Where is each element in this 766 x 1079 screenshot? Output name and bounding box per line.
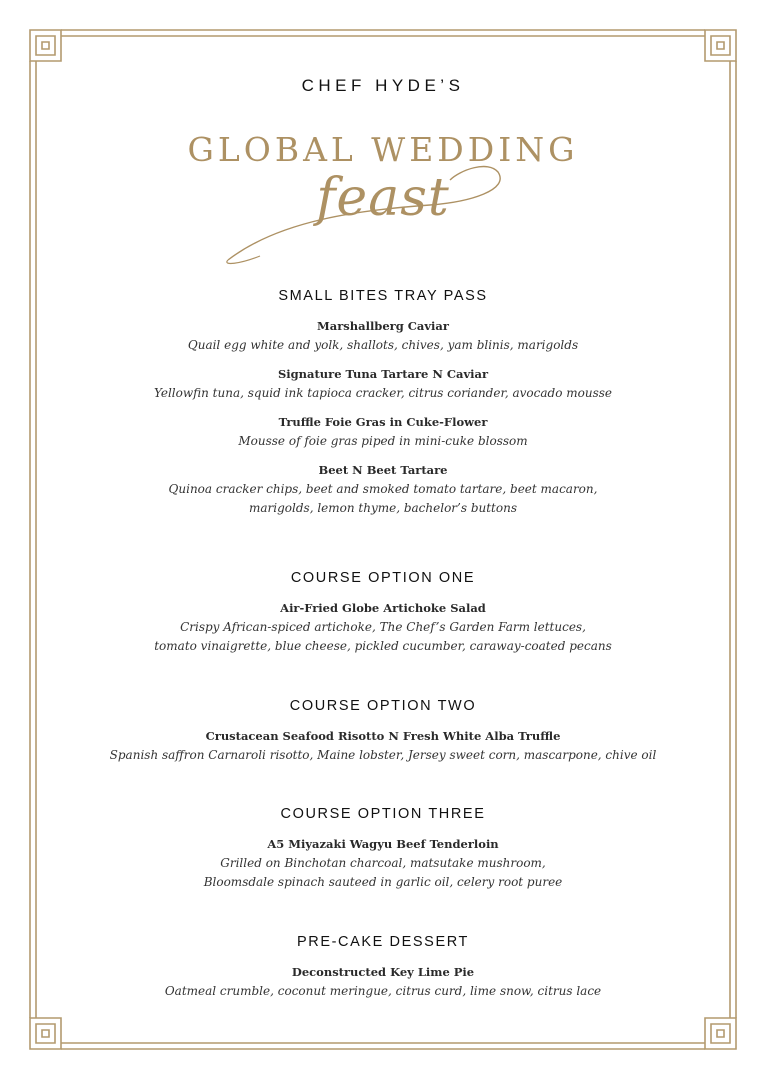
dish-name: A5 Miyazaki Wagyu Beef Tenderloin <box>267 837 499 851</box>
dish-item <box>0 835 766 892</box>
dish-name: Crustacean Seafood Risotto N Fresh White Alba Truffle <box>205 729 561 743</box>
chef-heading: CHEF HYDE’S <box>301 76 465 95</box>
menu-script-title: feast <box>316 168 450 228</box>
dish-item <box>0 365 766 403</box>
menu-title: GLOBAL WEDDING <box>187 130 579 169</box>
dish-item <box>0 963 766 1001</box>
dish-name: Truffle Foie Gras in Cuke-Flower <box>278 415 488 429</box>
dish-description: marigolds, lemon thyme, bachelor’s buttons <box>249 501 517 515</box>
section-title: COURSE OPTION ONE <box>290 570 476 586</box>
script-flourish <box>220 160 520 270</box>
dish-name: Deconstructed Key Lime Pie <box>291 965 475 979</box>
dish-name: Air-Fried Globe Artichoke Salad <box>280 601 486 615</box>
dish-item <box>0 461 766 518</box>
section-title: PRE-CAKE DESSERT <box>297 934 469 950</box>
dish-item <box>0 413 766 451</box>
section-dessert <box>0 934 766 1011</box>
section-course-two <box>0 698 766 775</box>
dish-description: Oatmeal crumble, coconut meringue, citrus curd, lime snow, citrus lace <box>164 984 602 998</box>
dish-item <box>0 727 766 765</box>
section-title: COURSE OPTION THREE <box>280 806 486 822</box>
section-title: COURSE OPTION TWO <box>289 698 477 714</box>
section-title: SMALL BITES TRAY PASS <box>278 288 488 304</box>
section-course-three <box>0 806 766 902</box>
dish-name: Signature Tuna Tartare N Caviar <box>277 367 489 381</box>
dish-name: Marshallberg Caviar <box>317 319 449 333</box>
dish-name: Beet N Beet Tartare <box>318 463 448 477</box>
dish-description: Quinoa cracker chips, beet and smoked tomato tartare, beet macaron, <box>168 482 598 496</box>
dish-item <box>0 599 766 656</box>
dish-description: Spanish saffron Carnaroli risotto, Maine lobster, Jersey sweet corn, mascarpone, chive oil <box>109 748 657 762</box>
dish-description: Crispy African-spiced artichoke, The Chef’s Garden Farm lettuces, <box>180 620 586 634</box>
section-course-one <box>0 570 766 666</box>
dish-item <box>0 317 766 355</box>
section-small-bites <box>0 288 766 528</box>
dish-description: tomato vinaigrette, blue cheese, pickled cucumber, caraway-coated pecans <box>154 639 612 653</box>
dish-description: Yellowfin tuna, squid ink tapioca cracker, citrus coriander, avocado mousse <box>153 386 613 400</box>
dish-description: Quail egg white and yolk, shallots, chives, yam blinis, marigolds <box>187 338 579 352</box>
dish-description: Mousse of foie gras piped in mini-cuke blossom <box>238 434 528 448</box>
dish-description: Bloomsdale spinach sauteed in garlic oil, celery root puree <box>203 875 563 889</box>
dish-description: Grilled on Binchotan charcoal, matsutake mushroom, <box>220 856 546 870</box>
